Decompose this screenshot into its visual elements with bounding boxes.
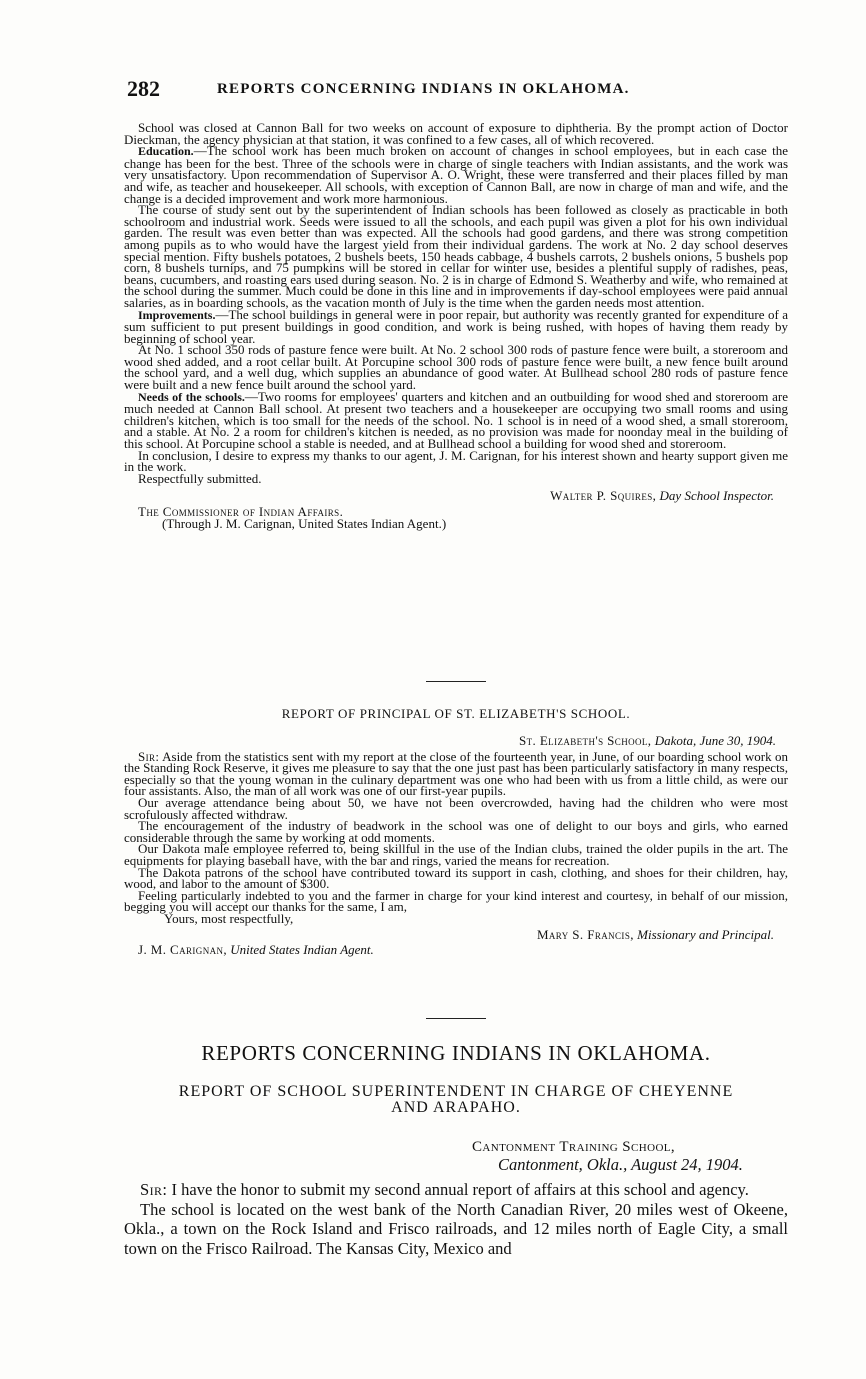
dateline: St. Elizabeth's School, Dakota, June 30, 1904.: [519, 733, 776, 748]
inspector-report-continuation: [124, 122, 788, 529]
st-elizabeth-report: [124, 735, 788, 956]
paragraph: At No. 1 school 350 rods of pasture fence were built. At No. 2 school 300 rods of pasture fence were built, a storeroom and wood shed added, and a root cellar built. At Porcupine school 300 rods of pasture fence were built, a new fence built around the school yard, and a well dug, which supplies an abundance of good water. At Bullhead school 280 rods of pasture fence were built and a new fence built around the school yard.: [124, 342, 788, 393]
addressee-via: (Through J. M. Carignan, United States Indian Agent.): [162, 515, 447, 531]
paragraph: The encouragement of the industry of beadwork in the school was one of delight to our boys and girls, who earned considerable through the same by working at odd moments.: [124, 818, 788, 845]
section-heading: REPORT OF PRINCIPAL OF ST. ELIZABETH'S SCHOOL.: [281, 706, 631, 721]
dateline: Cantonment, Okla., August 24, 1904.: [498, 1155, 743, 1174]
page-number: 282: [127, 76, 160, 101]
salutation: Sir:: [138, 748, 160, 764]
running-header: [127, 76, 767, 106]
running-title: REPORTS CONCERNING INDIANS IN OKLAHOMA.: [217, 81, 630, 97]
paragraph-lead: Education.: [138, 144, 194, 159]
paragraph: Sir: I have the honor to submit my second annual report of affairs at this school and agency.: [140, 1180, 749, 1199]
paragraph: Feeling particularly indebted to you and the farmer in charge for your kind interest and courtesy, in behalf of our mission, begging you will accept our thanks for the same, I am,: [124, 887, 788, 915]
section-divider: [426, 681, 486, 682]
addressee: The Commissioner of Indian Affairs.: [138, 504, 344, 519]
paragraph: In conclusion, I desire to express my thanks to our agent, J. M. Carignan, for his interest shown and hearty support given me in the work.: [124, 447, 788, 475]
paragraph: Our Dakota male employee referred to, being skillful in the use of the Indian clubs, trained the older pupils in the art. The equipments for playing baseball have, with the bar and rings, varied the means for recreation.: [124, 841, 788, 868]
paragraph: The course of study sent out by the superintendent of Indian schools has been followed as closely as practicable in both schoolroom and industrial work. Seeds were issued to all the schools, and each pupil was given a plot for his own individual garden. The result was even better than was expected. All the schools had good gardens, and there was strong competition among pupils as to who would have the largest yield from their individual gardens. The work at No. 2 day school deserves special mention. Fifty bushels potatoes, 2 bushels beets, 150 heads cabbage, 4 bushels carrots, 2 bushels onions, 5 bushels pop corn, 8 bushels turnips, and 75 pumpkins will be stored in cellar for winter use, besides a plentiful supply of radishes, peas, beans, cucumbers, and roasting ears used during season. No. 2 is in charge of Edmond S. Weatherby and wife, who remained at the school during the summer. Much could be done in this line and in improvements if day-school employees were paid annual salaries, as in boarding schools, as the vacation month of July is the time when the garden needs most attention.: [124, 202, 788, 310]
paragraph-lead: Needs of the schools.: [138, 389, 245, 404]
paragraph: School was closed at Cannon Ball for two weeks on account of exposure to diphtheria. By the prompt action of Doctor Dieckman, the agency physician at that station, it was confined to a few cases, all of which recovered.: [124, 120, 788, 147]
signature: Mary S. Francis, Missionary and Principal.: [536, 926, 774, 942]
paragraph: Improvements.—The school buildings in general were in poor repair, but authority was recently granted for expenditure of a sum sufficient to put present buildings in good condition, and work is being rushed, with hopes of having them ready by beginning of school year.: [124, 306, 788, 346]
addressee: J. M. Carignan, United States Indian Agent.: [138, 942, 374, 958]
paragraph-lead: Improvements.: [138, 307, 216, 322]
paragraph: The school is located on the west bank of the North Canadian River, 20 miles west of Okeene, Okla., a town on the Rock Island and Frisco railroads, and 12 miles north of Eagle City, a small town on the Frisco Railroad. The Kansas City, Mexico and: [124, 1199, 788, 1258]
paragraph: The Dakota patrons of the school have contributed toward its support in cash, clothing, and shoes for their children, hay, wood, and labor to the amount of $300.: [124, 864, 788, 892]
closing-line: Respectfully submitted.: [138, 470, 262, 486]
cheyenne-arapaho-report: [124, 1138, 788, 1258]
paragraph: Education.—The school work has been much broken on account of changes in school employees, but in each case the change has been for the best. Three of the schools were in charge of single teachers with Indian assistants, and the work was very unsatisfactory. Upon recommendation of Supervisor A. O. Wright, these were transferred and their places filled by man and wife, as teacher and housekeeper. All schools, with exception of Cannon Ball, are now in charge of man and wife, and the change is a decided improvement and work more harmonious.: [124, 143, 788, 206]
signature: Walter P. Squires, Day School Inspector.: [550, 488, 774, 504]
closing-line: Yours, most respectfully,: [164, 910, 294, 926]
school-name: Cantonment Training School,: [472, 1139, 676, 1155]
section-divider: [426, 1018, 486, 1019]
paragraph: Our average attendance being about 50, we have not been overcrowded, having had the children who were most scrofulously affected withdraw.: [124, 794, 788, 822]
salutation: Sir:: [140, 1180, 168, 1199]
report-heading: REPORT OF SCHOOL SUPERINTENDENT IN CHARGE OF CHEYENNE AND ARAPAHO.: [178, 1083, 734, 1116]
chapter-heading: REPORTS CONCERNING INDIANS IN OKLAHOMA.: [201, 1041, 711, 1065]
paragraph: Needs of the schools.—Two rooms for employees' quarters and kitchen and an outbuilding for wood shed and storeroom are much needed at Cannon Ball school. At present two teachers and a housekeeper are occupying two small rooms and using children's kitchen, which is too small for the needs of the school. No. 1 school is in need of a wood shed, a small storeroom, and a stable. At No. 2 a room for children's kitchen is needed, as no provision was made for noonday meal in the building of this school. At Porcupine school a stable is needed, and at Bullhead school a building for wood shed and storeroom.: [124, 388, 788, 452]
paragraph: Sir: Aside from the statistics sent with my report at the close of the fourteenth year, in June, of our boarding school work on the Standing Rock Reserve, it gives me pleasure to say that the one just past has been particularly satisfactory in many respects, especially so that the young woman in the culinary department was one who had been with us from a little child, as were our four assistants. Also, the man of all work was one of our first-year pupils.: [124, 748, 788, 799]
